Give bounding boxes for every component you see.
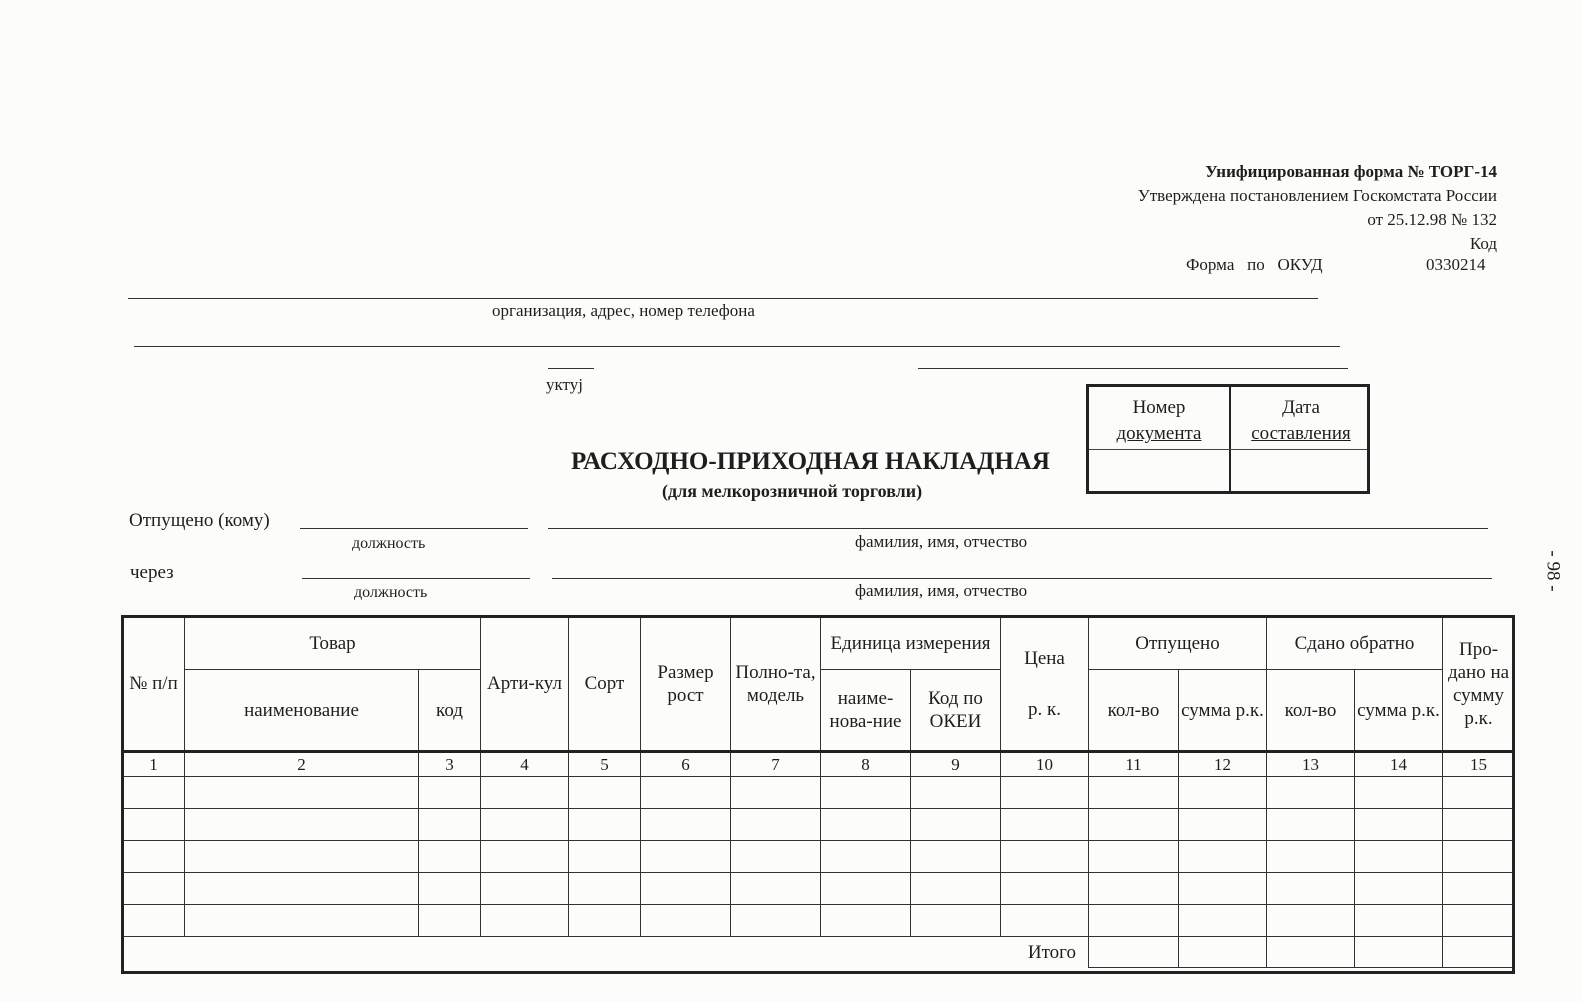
col-number: 3	[419, 752, 481, 777]
col-size-header: Размер рост	[641, 617, 731, 752]
through-label: через	[130, 562, 174, 583]
col-number: 13	[1267, 752, 1355, 777]
col-num-header: № п/п	[123, 617, 185, 752]
col-released-qty-header: кол-во	[1089, 670, 1179, 752]
total-row	[123, 937, 1515, 968]
position-caption: должность	[352, 535, 426, 552]
invoice-table	[122, 616, 1515, 968]
doc-date-header: Дата составления	[1251, 397, 1351, 444]
total-label: Итого	[123, 937, 1089, 968]
col-number: 1	[123, 752, 185, 777]
col-number: 5	[569, 752, 641, 777]
form-name: Унифицированная форма № ТОРГ-14	[1205, 162, 1497, 181]
doc-number-header: Номер документа	[1116, 397, 1202, 444]
col-number: 11	[1089, 752, 1179, 777]
org-line[interactable]	[128, 298, 1318, 299]
col-number: 6	[641, 752, 731, 777]
okud-code: 0330214	[1426, 255, 1486, 274]
released-position-line[interactable]	[300, 528, 528, 529]
approval-line: Утверждена постановлением Госкомстата России	[1137, 186, 1497, 205]
fio-caption-2: фамилия, имя, отчество	[855, 581, 1028, 600]
division-fragment: уктуј	[546, 375, 583, 394]
col-goods-code-header: код	[419, 670, 481, 752]
col-unit-header: Единица измерения	[821, 617, 1001, 670]
col-sold-header: Про-дано на сумму р.к.	[1443, 617, 1515, 752]
col-returned-sum-header: сумма р.к.	[1355, 670, 1443, 752]
table-row[interactable]	[123, 905, 1515, 937]
col-number: 14	[1355, 752, 1443, 777]
document-title: РАСХОДНО-ПРИХОДНАЯ НАКЛАДНАЯ	[571, 448, 1050, 475]
price-unit: р. к.	[1028, 698, 1061, 720]
col-released-sum-header: сумма р.к.	[1179, 670, 1267, 752]
through-fio-line[interactable]	[552, 578, 1492, 579]
org-caption: организация, адрес, номер телефона	[492, 301, 755, 320]
col-number: 10	[1001, 752, 1089, 777]
division-short-line	[548, 368, 594, 369]
division-right-line	[918, 368, 1348, 369]
col-unit-name-header: наиме-нова-ние	[821, 670, 911, 752]
doc-date-field[interactable]	[1231, 450, 1367, 491]
col-fullness-header: Полно-та, модель	[731, 617, 821, 752]
col-article-header: Арти-кул	[481, 617, 569, 752]
okud-label: Форма по ОКУД	[1186, 255, 1323, 274]
col-price-header	[1001, 617, 1089, 752]
total-returned-qty[interactable]	[1267, 937, 1355, 968]
col-number: 2	[185, 752, 419, 777]
total-released-qty[interactable]	[1089, 937, 1179, 968]
col-number: 8	[821, 752, 911, 777]
col-released-header: Отпущено	[1089, 617, 1267, 670]
col-grade-header: Сорт	[569, 617, 641, 752]
col-number: 15	[1443, 752, 1515, 777]
approval-date: от 25.12.98 № 132	[1367, 210, 1497, 229]
col-returned-qty-header: кол-во	[1267, 670, 1355, 752]
position-caption-2: должность	[354, 584, 428, 601]
table-row[interactable]	[123, 873, 1515, 905]
total-released-sum[interactable]	[1179, 937, 1267, 968]
column-number-row	[123, 752, 1515, 777]
table-header-row	[123, 617, 1515, 670]
through-position-line[interactable]	[302, 578, 530, 579]
col-number: 12	[1179, 752, 1267, 777]
table-row[interactable]	[123, 841, 1515, 873]
table-row[interactable]	[123, 809, 1515, 841]
table-row[interactable]	[123, 777, 1515, 809]
col-goods-name-header: наименование	[185, 670, 419, 752]
released-to-label: Отпущено (кому)	[129, 510, 270, 531]
doc-number-field[interactable]	[1089, 450, 1229, 491]
col-unit-okei-header: Код по ОКЕИ	[911, 670, 1001, 752]
col-returned-header: Сдано обратно	[1267, 617, 1443, 670]
col-goods-header: Товар	[185, 617, 481, 670]
col-number: 7	[731, 752, 821, 777]
released-fio-line[interactable]	[548, 528, 1488, 529]
total-sold-sum[interactable]	[1443, 937, 1515, 968]
form-header	[1138, 160, 1497, 256]
page-number: - 98 -	[1542, 550, 1564, 592]
division-line[interactable]	[134, 346, 1340, 347]
code-label: Код	[1469, 234, 1497, 253]
doc-number-date-box	[1086, 384, 1370, 494]
fio-caption: фамилия, имя, отчество	[855, 532, 1028, 551]
total-returned-sum[interactable]	[1355, 937, 1443, 968]
document-subtitle: (для мелкорозничной торговли)	[662, 481, 923, 501]
col-number: 4	[481, 752, 569, 777]
col-number: 9	[911, 752, 1001, 777]
price-label: Цена	[1024, 647, 1065, 669]
